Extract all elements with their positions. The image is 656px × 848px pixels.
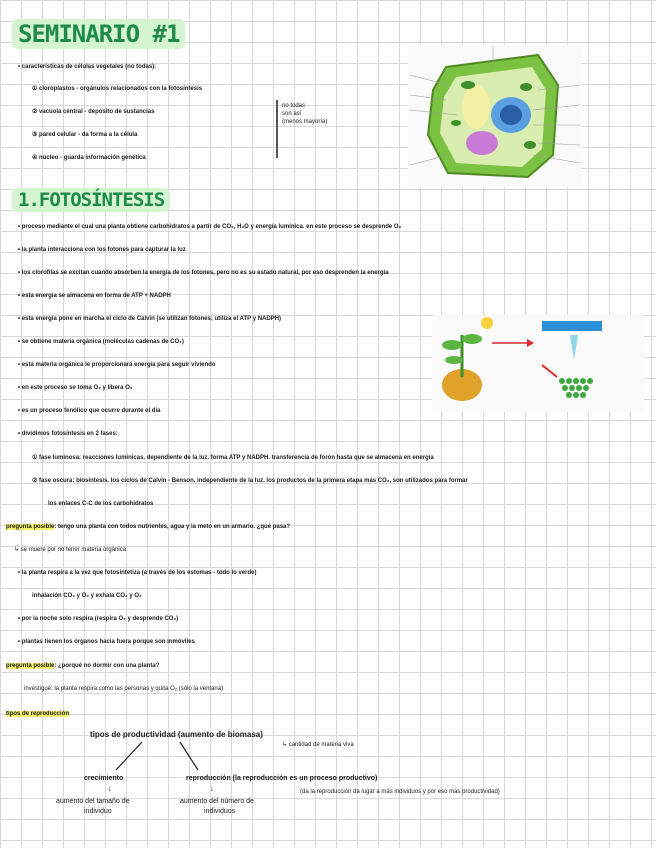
growth-title: crecimiento <box>84 775 124 782</box>
side-note: son así <box>282 111 302 117</box>
body-line: • la planta interacciona con los fotones para capturar la luz <box>18 247 186 253</box>
diagram-title: tipos de productividad (aumento de biomasa) <box>90 730 263 739</box>
reproduction-note: (da la reproducción da lugar a más individuos y por eso más productividad) <box>300 789 500 795</box>
question-line: pregunta posible: tengo una planta con todos nutrientes, agua y la meto en un armario. ¿qué pasa? <box>6 524 291 530</box>
answer-line: investigué: la planta respira como las personas y quita O₂ (sólo la ventana) <box>24 686 224 692</box>
reproduction-desc: individuos <box>204 808 236 815</box>
intro-item: ② vacuola central - depósito de sustancias <box>32 109 155 115</box>
answer-line: • plantas tienen los órganos hacia fuera porque son inmóviles <box>18 639 195 645</box>
answer-line: ↳ se muere por no tener materia orgánica <box>14 547 127 553</box>
body-line: • es un proceso fenólico que ocurre durante el día <box>18 408 161 414</box>
side-note: (menos mayoría) <box>282 119 328 125</box>
phase-line: los enlaces C-C de los carbohidratos <box>48 501 154 507</box>
side-note: no todas <box>282 103 306 109</box>
body-line: • se obtiene materia orgánica (moléculas cadenas de CO₂) <box>18 339 184 345</box>
intro-item: ③ pared celular - da forma a la célula <box>32 132 138 138</box>
section-title: 1.FOTOSÍNTESIS <box>12 189 170 211</box>
answer-line: • la planta respira a la vez que fotosintetiza (a través de los estomas - todo lo verde) <box>18 570 257 576</box>
body-line: • esta energía se almacena en forma de ATP + NADPH <box>18 293 171 299</box>
diagram-arrows <box>100 740 220 774</box>
intro-item: ④ núcleo - guarda información genética <box>32 155 146 161</box>
intro-heading: • características de células vegetales (no todas): <box>18 64 157 70</box>
growth-desc: aumento del tamaño de <box>56 798 130 805</box>
body-line: • esta materia orgánica le proporcionará energía para seguir viviendo <box>18 362 216 368</box>
body-line: • esta energía pone en marcha el ciclo de Calvin (se utilizan fotones; utiliza el ATP y NADPH) <box>18 316 282 322</box>
divider-line <box>276 100 278 158</box>
answer-line: inhalación CO₂ y O₂ y exhala CO₂ y O₂ <box>32 593 142 599</box>
reproduction-desc: aumento del número de <box>180 798 254 805</box>
reproduction-title: reproducción (la reproducción es un proceso productivo) <box>186 775 378 782</box>
down-arrow: ↓ <box>210 786 214 793</box>
answer-line: • por la noche solo respira (respira O₂ y desprende CO₂) <box>18 616 179 622</box>
question-label: pregunta posible <box>6 524 55 530</box>
intro-item: ① cloroplastos - orgánulos relacionados con la fotosíntesis <box>32 86 203 92</box>
phase-line: ② fase oscura: biosíntesis. los ciclos de Calvin - Benson. independiente de la luz. los productos de la primera etapa más CO₂, son utilizados para formar <box>32 478 468 484</box>
diagram-subtitle: ↳ cantidad de materia viva <box>282 742 354 748</box>
page-title: SEMINARIO #1 <box>12 20 185 48</box>
question-label: pregunta posible <box>6 663 55 669</box>
phase-line: ① fase luminosa: reacciones lumínicas. dependiente de la luz. forma ATP y NADPH. transferencia de forón hasta que se almacena en energía <box>32 455 434 461</box>
body-line: • proceso mediante el cual una planta obtiene carbohidratos a partir de CO₂, H₂O y energía lumínica. en este proceso se desprende O₂ <box>18 224 402 230</box>
down-arrow: ↓ <box>108 786 112 793</box>
plant-cell-image <box>408 45 582 187</box>
body-line: • en este proceso se toma O₂ y libera O₂ <box>18 385 133 391</box>
body-line: • los clorofilas se excitan cuando absorben la energía de los fotones, pero no es su estado natural, por eso desprenden la energía <box>18 270 389 276</box>
productivity-label: tipos de reproducción <box>6 711 70 717</box>
photosynthesis-image <box>432 315 644 412</box>
body-line: • dividimos fotosíntesis en 2 fases: <box>18 431 118 437</box>
growth-desc: individuo <box>84 808 112 815</box>
question-line: pregunta posible: ¿porqué no dormir con una planta? <box>6 663 160 669</box>
